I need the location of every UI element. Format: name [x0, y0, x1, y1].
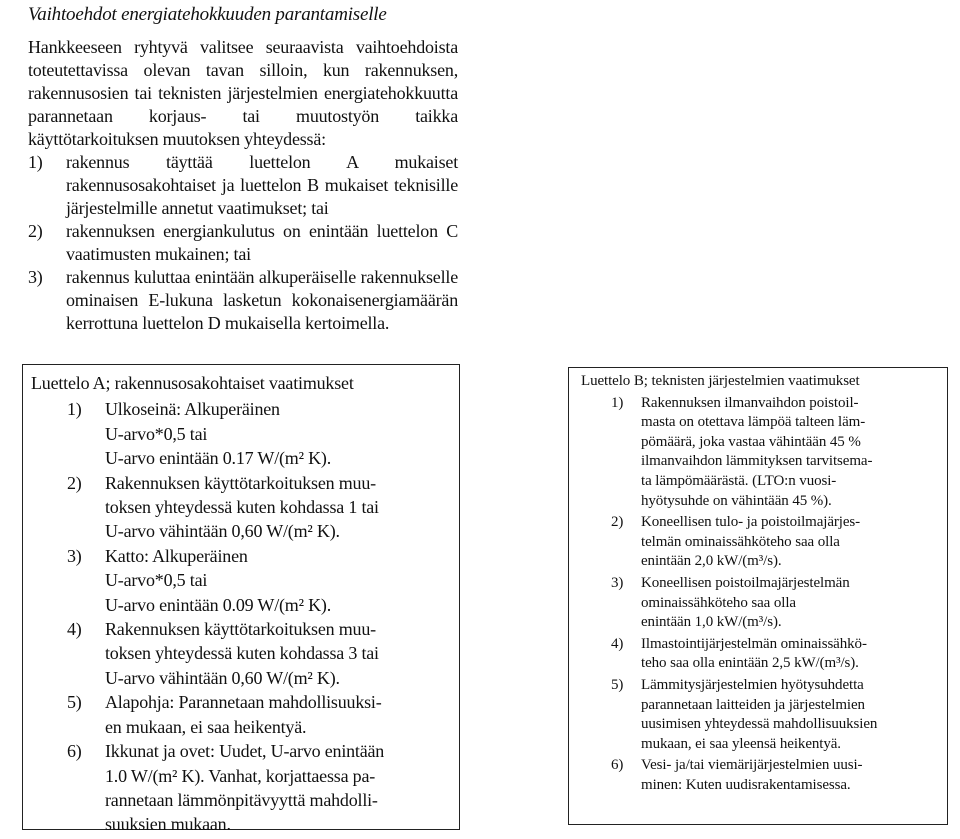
list-b-item-number: 1) — [611, 394, 624, 411]
option-number: 2) — [28, 221, 43, 241]
list-a-item-line: U-arvo enintään 0.17 W/(m² K). — [105, 448, 331, 469]
list-b-item-text — [641, 635, 867, 674]
list-a-item-number: 6) — [67, 741, 82, 762]
list-b-item-line: Ilmastointijärjestelmän ominaissähkö- — [641, 635, 867, 652]
list-b-item-line: enintään 1,0 kW/(m³/s). — [641, 614, 782, 631]
list-a-item-text — [105, 544, 331, 617]
list-b-item — [581, 635, 939, 674]
list-b-item-line: Koneellisen poistoilmajärjestelmän — [641, 574, 850, 591]
list-b-item-line: mukaan, ei saa yleensä heikentyä. — [641, 735, 841, 752]
list-b-item-number: 3) — [611, 574, 624, 591]
list-a-item — [31, 739, 451, 837]
list-a-title: Luettelo A; rakennusosakohtaiset vaatimukset — [31, 373, 354, 393]
list-b-box — [568, 367, 948, 825]
list-a-item-line: toksen yhteydessä kuten kohdassa 3 tai — [105, 643, 379, 664]
list-a-item-line: U-arvo enintään 0.09 W/(m² K). — [105, 594, 331, 615]
list-b-item-line: enintään 2,0 kW/(m³/s). — [641, 553, 782, 570]
intro-section — [28, 36, 458, 335]
list-a-item — [31, 471, 451, 544]
list-a-item-text — [105, 739, 384, 837]
option-number: 1) — [28, 152, 43, 172]
list-a-item-text — [105, 397, 331, 470]
list-b-item-line: Rakennuksen ilmanvaihdon poistoil- — [641, 394, 859, 411]
list-b-item-text — [641, 513, 860, 572]
list-b-item-number: 6) — [611, 757, 624, 774]
list-b-item-text — [641, 394, 872, 512]
intro-paragraph: Hankkeeseen ryhtyvä valitsee seuraavista vaihtoehdoista toteutettavissa olevan tavan silloin, kun rakennuksen, rakennusosien tai teknisten järjestelmien energiatehokkuutta parannetaan korjaus- tai muutostyön taikka käyttötarkoituksen muutoksen yhteydessä: — [28, 37, 458, 149]
list-a-item-text — [105, 471, 379, 544]
list-a-item-number: 4) — [67, 619, 82, 640]
list-b-item-line: teho saa olla enintään 2,5 kW/(m³/s). — [641, 655, 859, 672]
list-b-item-line: Koneellisen tulo- ja poistoilmajärjes- — [641, 514, 861, 531]
list-a-item-line: U-arvo vähintään 0,60 W/(m² K). — [105, 521, 340, 542]
options-list — [28, 151, 458, 335]
list-b-item-line: minen: Kuten uudisrakentamisessa. — [641, 776, 851, 793]
list-a-item-line: suuksien mukaan. — [105, 814, 231, 835]
list-a-item-line: Ikkunat ja ovet: Uudet, U-arvo enintään — [105, 741, 385, 762]
list-a-item-number: 3) — [67, 545, 82, 566]
list-b-item-number: 5) — [611, 676, 624, 693]
list-a-item-line: U-arvo*0,5 tai — [105, 423, 208, 444]
list-a-item-line: toksen yhteydessä kuten kohdassa 1 tai — [105, 497, 379, 518]
list-a-item — [31, 617, 451, 690]
list-b-item-text — [641, 676, 877, 754]
list-a-item-number: 1) — [67, 399, 82, 420]
option-text: rakennus täyttää luettelon A mukaiset rakennusosakohtaiset ja luettelon B mukaiset teknisille järjestelmille annetut vaatimukset; tai — [66, 152, 458, 218]
list-a-item-line: Rakennuksen käyttötarkoituksen muu- — [105, 619, 376, 640]
list-b-item-text — [641, 574, 850, 633]
list-b-item-line: Vesi- ja/tai viemärijärjestelmien uusi- — [641, 757, 863, 774]
list-a-item-line: U-arvo*0,5 tai — [105, 570, 208, 591]
list-b-item — [581, 394, 939, 512]
list-b-item-line: ominaissähköteho saa olla — [641, 594, 796, 611]
option-text: rakennuksen energiankulutus on enintään luettelon C vaatimusten mukainen; tai — [66, 221, 458, 264]
list-b-item-line: ilmanvaihdon lämmityksen tarvitsema- — [641, 453, 873, 470]
list-a-item-line: Rakennuksen käyttötarkoituksen muu- — [105, 472, 376, 493]
list-a-item-line: en mukaan, ei saa heikentyä. — [105, 716, 307, 737]
list-b-item-line: masta on otettava lämpöä talteen läm- — [641, 414, 866, 431]
list-b-item-line: parannetaan laitteiden ja järjestelmien — [641, 696, 865, 713]
page-title: Vaihtoehdot energiatehokkuuden parantamiselle — [28, 4, 387, 25]
list-b-item-line: pömäärä, joka vastaa vähintään 45 % — [641, 433, 861, 450]
list-a-item-line: U-arvo vähintään 0,60 W/(m² K). — [105, 667, 340, 688]
list-a-items — [31, 397, 451, 836]
list-a-box — [22, 364, 460, 835]
list-b-item — [581, 574, 939, 633]
list-a-item-line: rannetaan lämmönpitävyyttä mahdolli- — [105, 789, 378, 810]
list-b-item-line: ta lämpömäärästä. (LTO:n vuosi- — [641, 472, 837, 489]
list-a-item-text — [105, 690, 382, 739]
list-b-item-line: Lämmitysjärjestelmien hyötysuhdetta — [641, 676, 864, 693]
list-b-item — [581, 756, 939, 795]
list-a-item-text — [105, 617, 379, 690]
list-a-item-line: Katto: Alkuperäinen — [105, 545, 248, 566]
list-b-item-line: telmän ominaissähköteho saa olla — [641, 533, 840, 550]
option-text: rakennus kuluttaa enintään alkuperäiselle rakennukselle ominaisen E-lukuna lasketun kokonaisenergiamäärän kerrottuna luettelon D mukaisella kertoimella. — [66, 267, 458, 333]
list-b-item-number: 2) — [611, 514, 624, 531]
list-b-item-number: 4) — [611, 635, 624, 652]
option-number: 3) — [28, 267, 43, 287]
list-a-item-number: 5) — [67, 692, 82, 713]
list-a-item-line: Ulkoseinä: Alkuperäinen — [105, 399, 280, 420]
list-a-item-line: Alapohja: Parannetaan mahdollisuuksi- — [105, 692, 382, 713]
list-b-items — [581, 394, 939, 796]
list-a-item-number: 2) — [67, 472, 82, 493]
list-b-item-line: hyötysuhde on vähintään 45 %). — [641, 492, 832, 509]
option-item — [28, 151, 458, 220]
list-b-item-line: uusimisen yhteydessä mahdollisuuksien — [641, 716, 878, 733]
list-b-item — [581, 676, 939, 754]
list-b-item-text — [641, 756, 862, 795]
list-b-item — [581, 513, 939, 572]
option-item — [28, 266, 458, 335]
list-a-item — [31, 397, 451, 470]
list-a-item — [31, 544, 451, 617]
list-a-item — [31, 690, 451, 739]
option-item — [28, 220, 458, 266]
list-a-item-line: 1.0 W/(m² K). Vanhat, korjattaessa pa- — [105, 765, 376, 786]
list-b-title: Luettelo B; teknisten järjestelmien vaatimukset — [581, 373, 860, 389]
